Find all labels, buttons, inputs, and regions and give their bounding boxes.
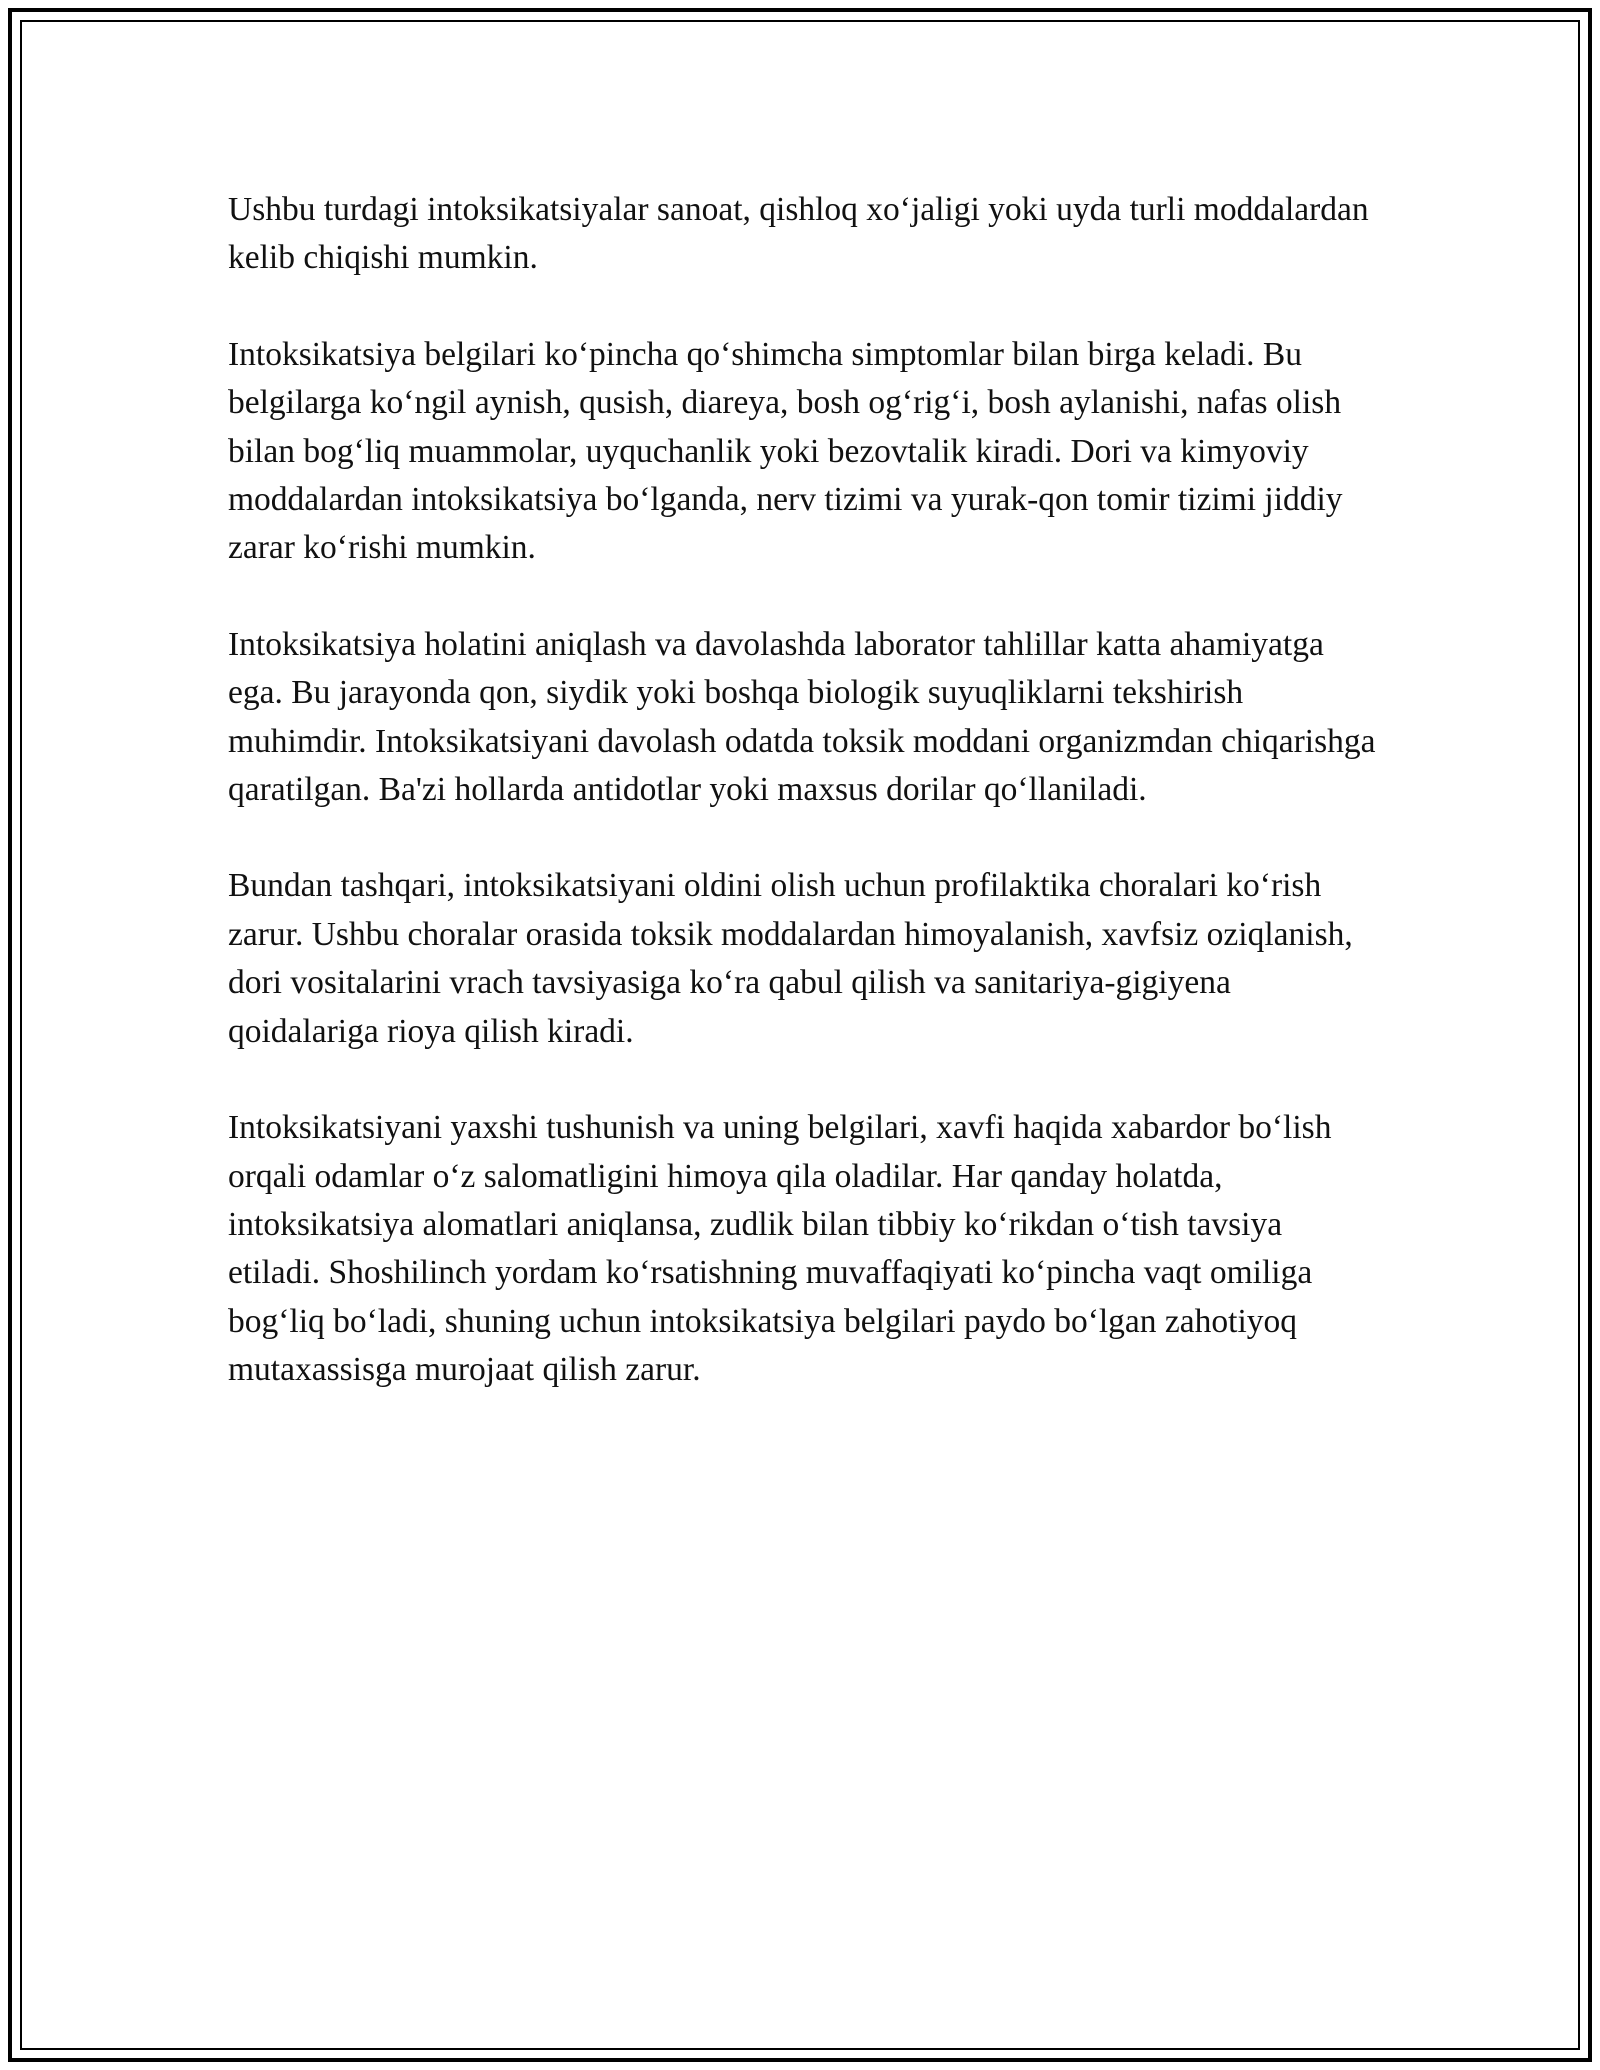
paragraph-4: Bundan tashqari, intoksikatsiyani oldini olish uchun profilaktika choralari ko‘rish zarur. Ushbu choralar orasida toksik moddalardan himoyalanish, xavfsiz oziqlanish, dori vositalarini vrach tavsiyasiga ko‘ra qabul qilish va sanitariya-gigiyena qoidalariga rioya qilish kiradi. [228, 867, 1353, 1050]
paragraph-3: Intoksikatsiya holatini aniqlash va davolashda laborator tahlillar katta ahamiyatga ega. Bu jarayonda qon, siydik yoki boshqa biologik suyuqliklarni tekshirish muhimdir. Intoksikatsiyani davolash odatda toksik moddani organizmdan chiqarishga qaratilgan. Ba'zi hollarda antidotlar yoki maxsus dorilar qo‘llaniladi. [228, 625, 1376, 809]
paragraph-2: Intoksikatsiya belgilari ko‘pincha qo‘shimcha simptomlar bilan birga keladi. Bu belgilarga ko‘ngil aynish, qusish, diareya, bosh og‘rig‘i, bosh aylanishi, nafas olish bilan bog‘liq muammolar, uyquchanlik yoki bezovtalik kiradi. Dori va kimyoviy moddalardan intoksikatsiya bo‘lganda, nerv tizimi va yurak-qon tomir tizimi jiddiy zarar ko‘rishi mumkin. [228, 335, 1343, 567]
document-body [228, 186, 1378, 1443]
paragraph-1: Ushbu turdagi intoksikatsiyalar sanoat, qishloq xo‘jaligi yoki uyda turli moddalardan kelib chiqishi mumkin. [228, 191, 1369, 277]
paragraph-5: Intoksikatsiyani yaxshi tushunish va uning belgilari, xavfi haqida xabardor bo‘lish orqali odamlar o‘z salomatligini himoya qila oladilar. Har qanday holatda, intoksikatsiya alomatlari aniqlansa, zudlik bilan tibbiy ko‘rikdan o‘tish tavsiya etiladi. Shoshilinch yordam ko‘rsatishning muvaffaqiyati ko‘pincha vaqt omiliga bog‘liq bo‘ladi, shuning uchun intoksikatsiya belgilari paydo bo‘lgan zahotiyoq mutaxassisga murojaat qilish zarur. [228, 1109, 1332, 1389]
